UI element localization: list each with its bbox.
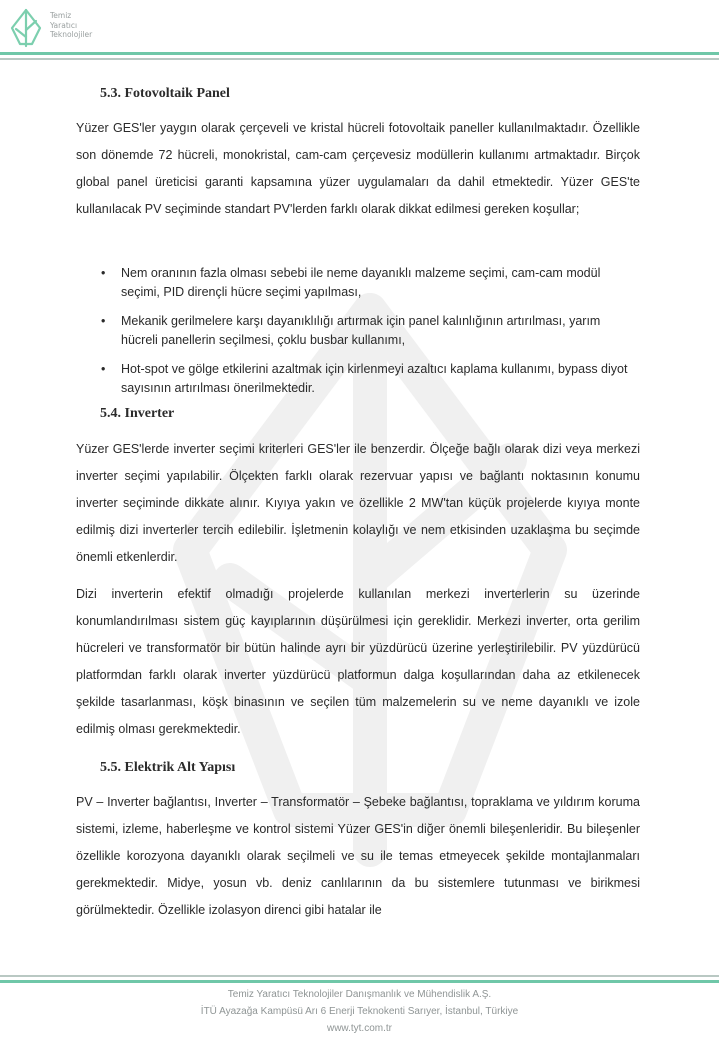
bullet-dot: • (101, 266, 106, 280)
section-heading-5-5: 5.5. Elektrik Alt Yapısı (100, 760, 236, 775)
list-item-text: Mekanik gerilmelere karşı dayanıklılığı artırmak için panel kalınlığının artırılması, yarım hücreli panellerin seçilmesi, çoklu busbar kullanımı, (121, 314, 601, 347)
list-item-text: Nem oranının fazla olması sebebi ile neme dayanıklı malzeme seçimi, cam-cam modül seçimi, PID dirençli hücre seçimi yapılması, (121, 266, 601, 299)
header-rule-green (0, 52, 719, 55)
footer-address: İTÜ Ayazağa Kampüsü Arı 6 Enerji Teknokenti Sarıyer, İstanbul, Türkiye (200, 1006, 519, 1017)
footer-rule-grey (0, 975, 719, 977)
paragraph-5-3: Yüzer GES'ler yaygın olarak çerçeveli ve kristal hücreli fotovoltaik paneller kullanılmaktadır. Özellikle son dönemde 72 hücreli, monokristal, cam-cam çerçevesiz modüllerin kullanımı artmaktadır. Birçok global panel üreticisi garanti kapsamına yüzer uygulamaları da dahil etmektedir. Yüzer GES'te kullanılacak PV seçiminde standart PV'lerden farklı olarak dikkat edilmesi gereken koşullar; (76, 121, 640, 216)
list-item (76, 312, 640, 350)
bullet-list-5-3 (76, 264, 640, 408)
logo-wordmark (50, 11, 92, 40)
footer-website[interactable]: www.tyt.com.tr (326, 1023, 392, 1034)
logo-line: Yaratıcı (50, 20, 78, 30)
list-item (76, 264, 640, 302)
header-rule-grey (0, 58, 719, 60)
footer-rule-green (0, 980, 719, 983)
leaf-logo-icon (6, 4, 50, 48)
list-item (76, 360, 640, 398)
paragraph-5-4-b: Dizi inverterin efektif olmadığı projelerde kullanılan merkezi inverterlerin su üzerinde konumlandırılması sistem güç kayıplarının düşürülmesi için gereklidir. Merkezi inverter, orta gerilim hücreleri ve transformatör bir bütün halinde ayrı bir yüzdürücü üzerine yerleştirilebilir. PV yüzdürücü platformdan farklı olarak inverter yüzdürücü platformun dalga koşullarından daha az etkilenecek şekilde tasarlanması, köşk binasının ve seçilen tüm malzemelerin su ve neme dayanıklı ve izole edilmiş olması gerekmektedir. (76, 587, 640, 736)
list-item-text: Hot-spot ve gölge etkilerini azaltmak için kirlenmeyi azaltıcı kaplama kullanımı, bypass diyot sayısının artırılması önerilmektedir. (121, 362, 628, 395)
paragraph-5-5: PV – Inverter bağlantısı, Inverter – Transformatör – Şebeke bağlantısı, topraklama ve yıldırım koruma sistemi, izleme, haberleşme ve kontrol sistemi Yüzer GES'in diğer önemli bileşenleridir. Bu bileşenler özellikle korozyona dayanıklı olarak seçilmeli ve su ile temas etmeyecek şekilde montajlanmaları gerekmektedir. Midye, yosun vb. deniz canlılarının da bu sistemlere tutunması ve birikmesi görülmektedir. Özellikle izolasyon direnci gibi hatalar ile (76, 795, 640, 917)
logo-line: Temiz (50, 11, 72, 20)
page-footer (0, 986, 719, 1037)
bullet-dot: • (101, 314, 106, 328)
section-heading-5-3: 5.3. Fotovoltaik Panel (100, 86, 230, 101)
logo-line: Teknolojiler (50, 30, 93, 39)
bullet-dot: • (101, 362, 106, 376)
paragraph-5-4-a: Yüzer GES'lerde inverter seçimi kriterleri GES'ler ile benzerdir. Ölçeğe bağlı olarak dizi veya merkezi inverter seçimi yapılabilir. Ölçekten farklı olarak rezervuar yapısı ve bağlantı noktasının konumu inverter seçiminde dikkate alınır. Kıyıya yakın ve özellikle 2 MW'tan küçük projelerde kıyıya monte edilmiş dizi inverterler tercih edilebilir. İşletmenin kolaylığı ve nem etkisinden uzaklaşma bu seçimde önemli etkenlerdir. (76, 442, 640, 564)
section-heading-5-4: 5.4. Inverter (100, 406, 175, 421)
footer-company: Temiz Yaratıcı Teknolojiler Danışmanlık ve Mühendislik A.Ş. (227, 989, 492, 1000)
